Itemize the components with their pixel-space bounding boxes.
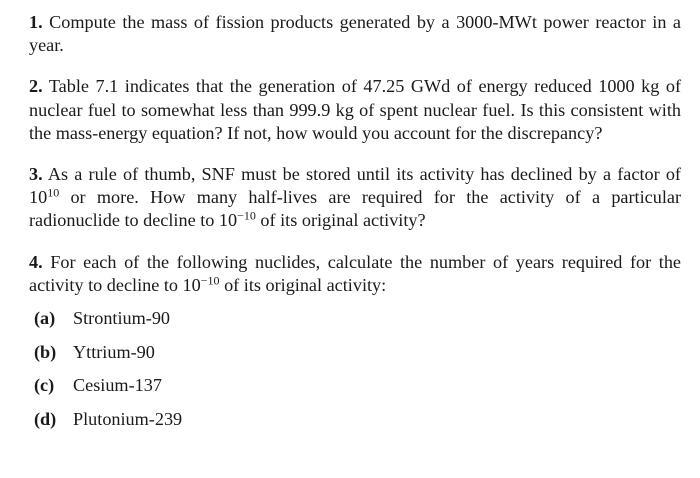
list-item <box>34 341 681 364</box>
problem-number: 4. <box>29 251 43 272</box>
problem-4 <box>29 251 681 297</box>
exponent: 10 <box>47 185 60 200</box>
exponent: −10 <box>237 208 256 223</box>
item-label: (c) <box>34 375 55 396</box>
problem-text-part: As a rule of thumb, SNF must be stored until its activity has declined by a factor of 10 <box>29 164 681 208</box>
problem-text-part: of its original activity: <box>219 274 387 295</box>
problem-3 <box>29 163 681 233</box>
problem-number: 2. <box>29 76 43 97</box>
nuclide-list <box>29 307 681 431</box>
problem-text: Compute the mass of fission products generated by a 3000-MWt power reactor in a year. <box>29 12 682 56</box>
problem-text-part: or more. How many half-lives are required for the activity of a particular radionuclide to decline to 10 <box>29 187 681 231</box>
item-text: Strontium-90 <box>73 308 171 329</box>
item-label: (a) <box>34 308 56 329</box>
problem-text-part: For each of the following nuclides, calculate the number of years required for the activity to decline to 10 <box>29 251 682 295</box>
problem-number: 1. <box>29 12 43 32</box>
item-label: (b) <box>34 341 57 362</box>
problem-number: 3. <box>29 164 43 185</box>
item-text: Plutonium-239 <box>73 408 183 429</box>
list-item <box>34 307 681 330</box>
problem-set <box>29 11 681 441</box>
list-item <box>34 374 681 397</box>
problem-text-part: of its original activity? <box>255 210 426 231</box>
problem-text: Table 7.1 indicates that the generation of 47.25 GWd of energy reduced 1000 kg of nuclear fuel to somewhat less than 999.9 kg of spent nuclear fuel. Is this consistent with the mass-energy equation? If not, how would you account for the discrepancy? <box>29 76 682 143</box>
exponent: −10 <box>200 273 220 288</box>
list-item <box>34 408 681 431</box>
item-text: Yttrium-90 <box>73 341 155 362</box>
item-text: Cesium-137 <box>73 375 162 396</box>
problem-1 <box>29 11 681 57</box>
item-label: (d) <box>34 408 57 429</box>
problem-2 <box>29 75 681 145</box>
